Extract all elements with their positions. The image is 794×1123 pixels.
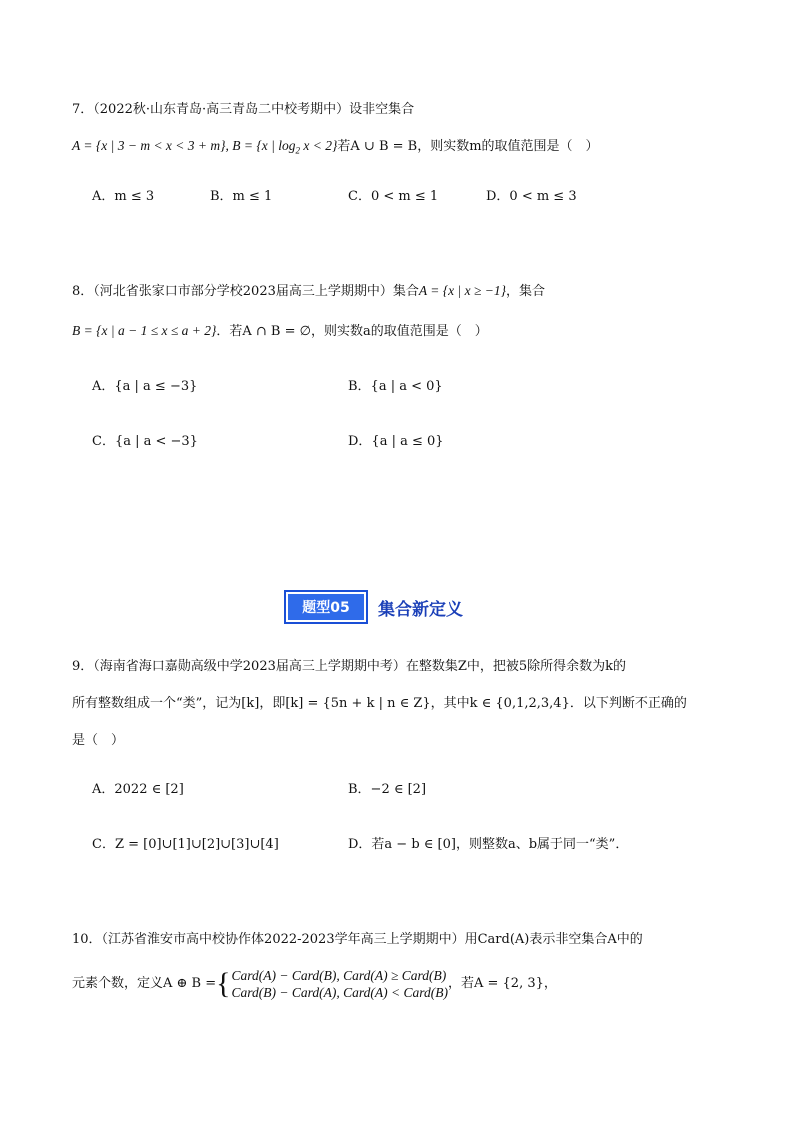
q9-line-1: 9．（海南省海口嘉勋高级中学2023届高三上学期期中考）在整数集Z中，把被5除所得余数为k的 xyxy=(72,659,627,674)
q8-option-b[interactable]: B．{a | a < 0} xyxy=(348,379,443,394)
q9-line-3: 是（ ） xyxy=(72,733,125,748)
q8-stem-tail: ，集合 xyxy=(505,284,545,299)
q7-sets-tail: x < 2} xyxy=(300,138,338,153)
q8-option-a[interactable]: A．{a | a ≤ −3} xyxy=(92,379,198,394)
q7-question: 若A ∪ B = B，则实数m的取值范围是（ ） xyxy=(337,139,599,154)
q9-option-a[interactable]: A．2022 ∈ [2] xyxy=(92,782,184,797)
q8-option-d[interactable]: D．{a | a ≤ 0} xyxy=(348,434,444,449)
q8-stem xyxy=(72,282,545,301)
q10-prefix: 元素个数，定义A ⊕ B = xyxy=(72,976,217,991)
q8-option-c[interactable]: C．{a | a < −3} xyxy=(92,434,198,449)
q8-stem-text: 8．（河北省张家口市部分学校2023届高三上学期期中）集合 xyxy=(72,284,419,299)
q9-line-2: 所有整数组成一个“类”，记为[k]，即[k] = {5n + k | n ∈ Z}，其中k ∈ {0,1,2,3,4}．以下判断不正确的 xyxy=(72,696,687,711)
q8-set-a: A = {x | x ≥ −1} xyxy=(418,283,506,298)
q9-option-b[interactable]: B．−2 ∈ [2] xyxy=(348,782,427,797)
section-banner xyxy=(284,590,463,624)
q10-piecewise xyxy=(216,967,448,1001)
q7-stem: 7．（2022秋·山东青岛·高三青岛二中校考期中）设非空集合 xyxy=(72,102,415,117)
q10-case-2: Card(B) − Card(A), Card(A) < Card(B) xyxy=(231,984,448,1000)
q7-log-base: 2 xyxy=(295,145,301,156)
q8-condition xyxy=(72,322,488,341)
q10-suffix: ，若A = {2, 3}， xyxy=(447,976,557,991)
q10-line-2 xyxy=(72,966,557,1002)
section-badge xyxy=(284,590,368,624)
section-title: 集合新定义 xyxy=(378,599,463,620)
q8-question: ．若A ∩ B = ∅，则实数a的取值范围是（ ） xyxy=(216,324,488,339)
q7-sets: A = {x | 3 − m < x < 3 + m}, B = {x | log xyxy=(72,138,296,153)
q7-option-a[interactable]: A．m ≤ 3 xyxy=(92,189,155,204)
q7-option-d[interactable]: D．0 < m ≤ 3 xyxy=(486,189,577,204)
q7-option-c[interactable]: C．0 < m ≤ 1 xyxy=(348,189,439,204)
q10-line-1: 10．（江苏省淮安市高中校协作体2022-2023学年高三上学期期中）用Card(A)表示非空集合A中的 xyxy=(72,932,643,947)
q10-brace: { xyxy=(216,966,231,1000)
q9-option-d[interactable]: D．若a − b ∈ [0]，则整数a、b属于同一“类”． xyxy=(348,837,629,852)
q10-case-1: Card(A) − Card(B), Card(A) ≥ Card(B) xyxy=(231,967,447,983)
q8-set-b: B = {x | a − 1 ≤ x ≤ a + 2} xyxy=(72,323,217,338)
q9-option-c[interactable]: C．Z = [0]∪[1]∪[2]∪[3]∪[4] xyxy=(92,837,279,852)
section-badge-label: 题型05 xyxy=(288,594,364,620)
q7-condition xyxy=(72,137,599,160)
q7-option-b[interactable]: B．m ≤ 1 xyxy=(210,189,273,204)
